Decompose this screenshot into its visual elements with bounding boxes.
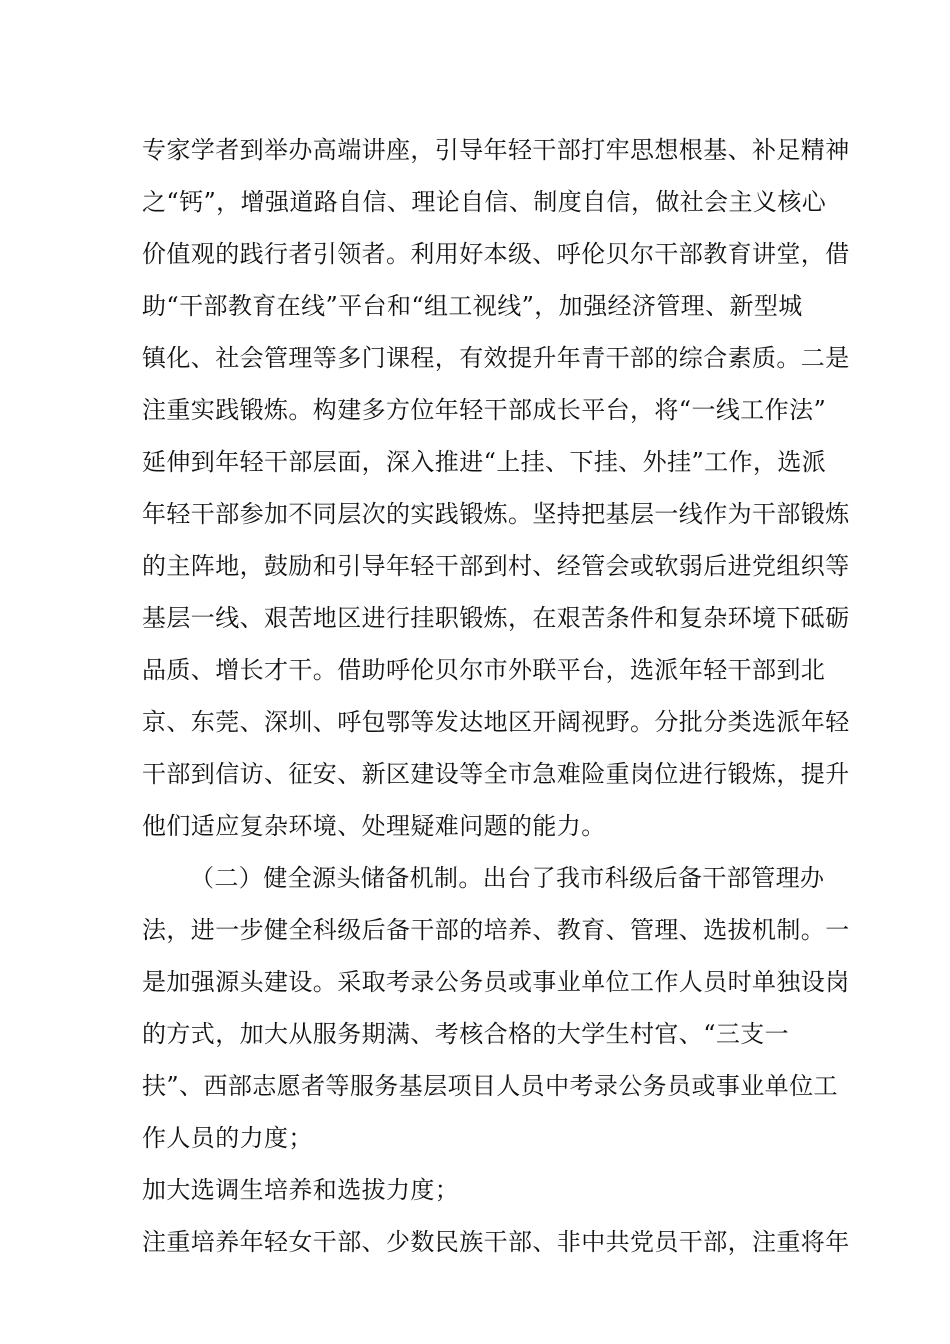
text-line-16: 法，进一步健全科级后备干部的培养、教育、管理、选拔机制。一 bbox=[142, 916, 850, 944]
paragraph-heading-line: （二）健全源头储备机制。出台了我市科级后备干部管理办 bbox=[190, 864, 825, 892]
text-line-9: 的主阵地，鼓励和引导年轻干部到村、经管会或软弱后进党组织等 bbox=[142, 552, 850, 580]
text-line-22: 注重培养年轻女干部、少数民族干部、非中共党员干部，注重将年 bbox=[142, 1228, 850, 1256]
text-line-17: 是加强源头建设。采取考录公务员或事业单位工作人员时单独设岗 bbox=[142, 968, 850, 996]
text-line-20: 作人员的力度； bbox=[142, 1124, 313, 1152]
text-line-19: 扶”、西部志愿者等服务基层项目人员中考录公务员或事业单位工 bbox=[142, 1072, 838, 1100]
text-line-3: 价值观的践行者引领者。利用好本级、呼伦贝尔干部教育讲堂，借 bbox=[142, 240, 850, 268]
text-line-12: 京、东莞、深圳、呼包鄂等发达地区开阔视野。分批分类选派年轻 bbox=[142, 708, 850, 736]
text-line-14: 他们适应复杂环境、处理疑难问题的能力。 bbox=[142, 812, 606, 840]
text-line-6: 注重实践锻炼。构建多方位年轻干部成长平台，将“一线工作法” bbox=[142, 396, 827, 424]
text-line-13: 干部到信访、征安、新区建设等全市急难险重岗位进行锻炼，提升 bbox=[142, 760, 850, 788]
text-line-7: 延伸到年轻干部层面，深入推进“上挂、下挂、外挂”工作，选派 bbox=[142, 448, 827, 476]
text-line-21: 加大选调生培养和选拔力度； bbox=[142, 1176, 460, 1204]
text-line-11: 品质、增长才干。借助呼伦贝尔市外联平台，选派年轻干部到北 bbox=[142, 656, 826, 684]
text-line-5: 镇化、社会管理等多门课程，有效提升年青干部的综合素质。二是 bbox=[142, 344, 850, 372]
text-line-1: 专家学者到举办高端讲座，引导年轻干部打牢思想根基、补足精神 bbox=[142, 136, 850, 164]
text-line-10: 基层一线、艰苦地区进行挂职锻炼，在艰苦条件和复杂环境下砥砺 bbox=[142, 604, 850, 632]
text-line-8: 年轻干部参加不同层次的实践锻炼。坚持把基层一线作为干部锻炼 bbox=[142, 500, 850, 528]
text-line-4: 助“干部教育在线”平台和“组工视线”，加强经济管理、新型城 bbox=[142, 292, 803, 320]
text-line-2: 之“钙”，增强道路自信、理论自信、制度自信，做社会主义核心 bbox=[142, 188, 827, 216]
text-line-18: 的方式，加大从服务期满、考核合格的大学生村官、“三支一 bbox=[142, 1020, 790, 1048]
